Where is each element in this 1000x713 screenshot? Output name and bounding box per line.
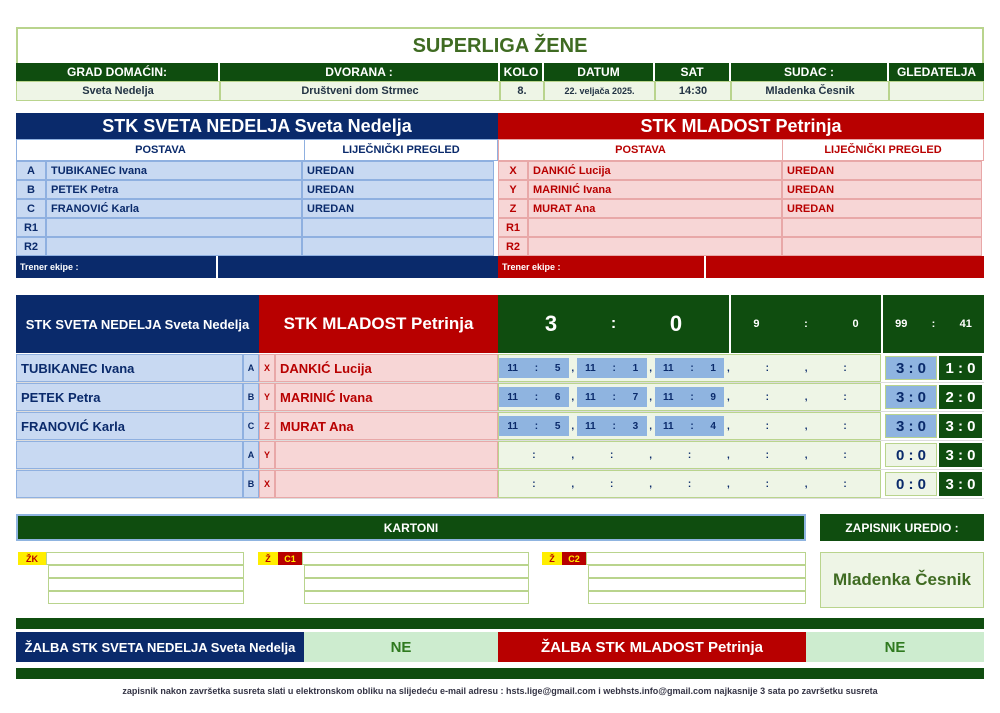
set-sep: : — [690, 362, 694, 374]
set-comma: , — [571, 449, 575, 461]
set-score[interactable] — [499, 474, 569, 494]
away-player-code: Y — [498, 180, 528, 199]
zalba-home-label: ŽALBA STK SVETA NEDELJA Sveta Nedelja — [16, 632, 304, 662]
set-score[interactable] — [732, 416, 802, 436]
set-score[interactable] — [732, 387, 802, 407]
set-score[interactable] — [655, 358, 725, 378]
away-pregled-label: LIJEČNIČKI PREGLED — [783, 140, 983, 160]
set-comma: , — [571, 420, 575, 432]
set-sep: : — [843, 362, 847, 374]
card-line[interactable] — [46, 552, 244, 565]
card-block-zk — [18, 552, 244, 604]
tag-z1: Ž — [258, 552, 278, 565]
away-player-row — [498, 237, 984, 256]
set-comma: , — [649, 420, 652, 432]
value-grad[interactable]: Sveta Nedelja — [16, 81, 220, 101]
set-away-points: 9 — [710, 391, 716, 403]
match-result: 3 : 0 — [885, 414, 937, 438]
set-sep: : — [534, 391, 539, 403]
home-player-pregled[interactable]: UREDAN — [302, 161, 494, 180]
away-team-table — [498, 113, 984, 278]
set-sep: : — [690, 420, 694, 432]
set-comma: , — [804, 391, 808, 403]
set-sep: : — [687, 449, 692, 461]
set-sep: : — [687, 478, 692, 490]
set-scores — [498, 383, 881, 411]
match-running-total: 2 : 0 — [939, 385, 982, 409]
set-sep: : — [532, 478, 536, 490]
label-gledatelja: GLEDATELJA — [889, 63, 984, 81]
home-player-code: A — [16, 161, 46, 180]
zalba-home-value[interactable]: NE — [304, 632, 498, 662]
home-pregled-label: LIJEČNIČKI PREGLED — [305, 140, 497, 160]
set-sep: : — [532, 449, 536, 461]
set-comma: , — [804, 449, 808, 461]
set-sep: : — [765, 478, 769, 490]
away-player-name[interactable]: DANKIĆ Lucija — [528, 161, 782, 180]
match-away-player: MURAT Ana — [275, 412, 498, 440]
set-comma: , — [727, 449, 730, 461]
match-home-player: FRANOVIĆ Karla — [16, 412, 243, 440]
match-home-code: C — [243, 412, 259, 440]
set-score[interactable] — [732, 474, 802, 494]
card-line[interactable] — [302, 552, 529, 565]
tag-c1: C1 — [278, 552, 302, 565]
set-comma: , — [571, 391, 575, 403]
card-line[interactable] — [304, 591, 529, 604]
match-result: 0 : 0 — [885, 472, 937, 496]
home-player-pregled[interactable] — [302, 237, 494, 256]
away-player-row — [498, 180, 984, 199]
match-home-code: B — [243, 383, 259, 411]
away-player-name[interactable] — [528, 237, 782, 256]
match-home-code: A — [243, 441, 259, 469]
home-player-code: B — [16, 180, 46, 199]
away-team-name: STK MLADOST Petrinja — [498, 113, 984, 139]
home-player-row — [16, 237, 498, 256]
away-player-name[interactable]: MURAT Ana — [528, 199, 782, 218]
match-away-code: Y — [259, 383, 275, 411]
set-score[interactable] — [499, 445, 569, 465]
set-sep: : — [610, 478, 614, 490]
set-away-points: 1 — [632, 362, 639, 374]
sets-home: 9 — [753, 318, 760, 330]
value-sudac[interactable]: Mladenka Česnik — [731, 81, 889, 101]
match-result: 0 : 0 — [885, 443, 937, 467]
match-running-total: 3 : 0 — [939, 443, 982, 467]
set-away-points: 7 — [632, 391, 639, 403]
set-comma: , — [727, 420, 730, 432]
match-rows — [16, 354, 984, 499]
set-score[interactable] — [499, 416, 569, 436]
label-sudac: SUDAC : — [731, 63, 889, 81]
header-values — [16, 81, 984, 101]
home-team-name: STK SVETA NEDELJA Sveta Nedelja — [16, 113, 498, 139]
set-score[interactable] — [499, 358, 569, 378]
set-comma: , — [727, 478, 730, 490]
home-player-code: C — [16, 199, 46, 218]
set-sep: : — [843, 420, 847, 432]
set-score[interactable] — [810, 445, 880, 465]
match-row — [16, 412, 984, 441]
score-home: 3 — [544, 311, 558, 336]
set-sep: : — [612, 362, 616, 374]
set-sep: : — [765, 391, 769, 403]
set-sep: : — [690, 391, 694, 403]
away-player-code: Z — [498, 199, 528, 218]
away-player-pregled[interactable]: UREDAN — [782, 161, 982, 180]
set-sep: : — [765, 362, 769, 374]
home-player-name[interactable] — [46, 237, 302, 256]
set-home-points: 11 — [585, 391, 596, 403]
set-scores — [498, 470, 881, 498]
set-home-points: 11 — [662, 362, 674, 374]
points-away: 41 — [959, 318, 972, 330]
match-home-code: A — [243, 354, 259, 382]
home-player-row — [16, 218, 498, 237]
score-away: 0 — [669, 311, 683, 336]
set-sep: : — [612, 391, 616, 403]
home-player-row — [16, 161, 498, 180]
title-box — [16, 27, 984, 63]
set-score[interactable] — [577, 358, 647, 378]
sets-away: 0 — [852, 318, 859, 330]
match-home-player — [16, 441, 243, 469]
away-player-name[interactable] — [528, 218, 782, 237]
away-player-pregled[interactable]: UREDAN — [782, 180, 982, 199]
tag-zk: ŽK — [18, 552, 46, 565]
set-home-points: 11 — [585, 362, 596, 374]
home-player-row — [16, 180, 498, 199]
zapisnik-label: ZAPISNIK UREDIO : — [820, 514, 984, 541]
label-kolo: KOLO — [500, 63, 544, 81]
away-player-row — [498, 199, 984, 218]
home-player-name[interactable]: FRANOVIĆ Karla — [46, 199, 302, 218]
match-away-player: MARINIĆ Ivana — [275, 383, 498, 411]
match-away-player — [275, 441, 498, 469]
header-labels — [16, 63, 984, 81]
set-away-points: 4 — [710, 420, 716, 432]
set-comma: , — [649, 478, 652, 490]
set-score[interactable] — [732, 358, 802, 378]
set-comma: , — [571, 362, 575, 374]
away-player-row — [498, 161, 984, 180]
set-score[interactable] — [810, 416, 880, 436]
label-grad: GRAD DOMAĆIN: — [16, 63, 220, 81]
sets-sep: : — [804, 318, 808, 330]
set-score[interactable] — [655, 416, 725, 436]
away-player-pregled[interactable]: UREDAN — [782, 199, 982, 218]
set-comma: , — [804, 478, 808, 490]
set-scores — [498, 354, 881, 382]
away-player-name[interactable]: MARINIĆ Ivana — [528, 180, 782, 199]
set-comma: , — [649, 449, 652, 461]
match-running-total: 1 : 0 — [939, 356, 982, 380]
tag-z2: Ž — [542, 552, 562, 565]
card-block-c2 — [542, 552, 806, 604]
away-player-code: X — [498, 161, 528, 180]
set-comma: , — [649, 391, 652, 403]
match-sets — [731, 295, 881, 353]
tag-c2: C2 — [562, 552, 586, 565]
set-home-points: 11 — [507, 420, 518, 432]
set-home-points: 11 — [507, 391, 518, 403]
set-sep: : — [534, 362, 539, 374]
set-home-points: 11 — [662, 420, 674, 432]
set-comma: , — [804, 420, 808, 432]
set-score[interactable] — [810, 474, 880, 494]
match-away-name: STK MLADOST Petrinja — [259, 295, 498, 353]
set-score[interactable] — [499, 387, 569, 407]
away-player-code: R2 — [498, 237, 528, 256]
value-gledatelja[interactable] — [889, 81, 984, 101]
footer-note: zapisnik nakon završetka susreta slati u elektronskom obliku na slijedeću e-mail adresu : hsts.lige@gmail.com i webhsts.info@gmail.com najkasnije 3 sata po završetku susreta — [122, 686, 878, 696]
set-away-points: 5 — [554, 420, 561, 432]
home-postava-label: POSTAVA — [17, 140, 305, 160]
set-score[interactable] — [577, 387, 647, 407]
away-player-pregled[interactable] — [782, 237, 982, 256]
match-home-name: STK SVETA NEDELJA Sveta Nedelja — [16, 295, 259, 353]
card-line[interactable] — [588, 565, 806, 578]
set-away-points: 1 — [710, 362, 716, 374]
set-comma: , — [727, 362, 730, 374]
set-home-points: 11 — [585, 420, 596, 432]
match-score — [498, 295, 729, 353]
home-player-pregled[interactable] — [302, 218, 494, 237]
set-score[interactable] — [655, 474, 725, 494]
home-trener-label: Trener ekipe : — [16, 256, 218, 278]
card-line[interactable] — [586, 552, 806, 565]
home-player-name[interactable]: TUBIKANEC Ivana — [46, 161, 302, 180]
set-sep: : — [612, 420, 616, 432]
set-score[interactable] — [732, 445, 802, 465]
set-comma: , — [571, 478, 575, 490]
zalba-away-label: ŽALBA STK MLADOST Petrinja — [498, 632, 806, 662]
match-home-code: B — [243, 470, 259, 498]
match-home-player: TUBIKANEC Ivana — [16, 354, 243, 382]
set-score[interactable] — [577, 416, 647, 436]
card-line[interactable] — [48, 565, 244, 578]
away-player-code: R1 — [498, 218, 528, 237]
away-player-pregled[interactable] — [782, 218, 982, 237]
home-player-row — [16, 199, 498, 218]
card-line[interactable] — [588, 578, 806, 591]
match-row — [16, 470, 984, 499]
set-sep: : — [765, 449, 769, 461]
value-dvorana[interactable]: Društveni dom Strmec — [220, 81, 500, 101]
divider-bar — [16, 668, 984, 679]
set-comma: , — [649, 362, 652, 374]
set-comma: , — [727, 391, 730, 403]
home-player-pregled[interactable]: UREDAN — [302, 199, 494, 218]
match-row — [16, 354, 984, 383]
value-datum[interactable]: 22. veljača 2025. — [544, 81, 655, 101]
card-block-c1 — [258, 552, 529, 604]
set-sep: : — [843, 478, 847, 490]
match-away-player: DANKIĆ Lucija — [275, 354, 498, 382]
set-score[interactable] — [577, 445, 647, 465]
home-player-code: R1 — [16, 218, 46, 237]
label-sat: SAT — [655, 63, 731, 81]
points-sep: : — [931, 318, 936, 330]
label-datum: DATUM — [544, 63, 655, 81]
set-sep: : — [765, 420, 769, 432]
divider-bar — [16, 618, 984, 629]
match-away-code: Y — [259, 441, 275, 469]
kartoni-header: KARTONI — [16, 514, 806, 541]
points-home: 99 — [895, 318, 908, 330]
set-score[interactable] — [655, 445, 725, 465]
match-away-code: X — [259, 354, 275, 382]
label-dvorana: DVORANA : — [220, 63, 500, 81]
value-sat[interactable]: 14:30 — [655, 81, 731, 101]
home-team-table — [16, 113, 498, 278]
card-line[interactable] — [304, 578, 529, 591]
set-away-points: 6 — [554, 391, 561, 403]
set-sep: : — [534, 420, 539, 432]
home-player-code: R2 — [16, 237, 46, 256]
match-home-player: PETEK Petra — [16, 383, 243, 411]
set-away-points: 3 — [632, 420, 639, 432]
set-scores — [498, 412, 881, 440]
match-running-total: 3 : 0 — [939, 472, 982, 496]
home-player-name[interactable]: PETEK Petra — [46, 180, 302, 199]
set-away-points: 5 — [554, 362, 561, 374]
match-row — [16, 441, 984, 470]
home-player-name[interactable] — [46, 218, 302, 237]
set-scores — [498, 441, 881, 469]
card-line[interactable] — [588, 591, 806, 604]
home-player-pregled[interactable]: UREDAN — [302, 180, 494, 199]
away-trener-value[interactable] — [706, 256, 984, 278]
set-score[interactable] — [810, 358, 880, 378]
match-away-code: Z — [259, 412, 275, 440]
away-trener-label: Trener ekipe : — [498, 256, 706, 278]
set-comma: , — [804, 362, 808, 374]
zapisnik-name[interactable]: Mladenka Česnik — [820, 552, 984, 608]
page-title: SUPERLIGA ŽENE — [412, 34, 588, 57]
set-score[interactable] — [810, 387, 880, 407]
match-row — [16, 383, 984, 412]
card-line[interactable] — [48, 591, 244, 604]
set-home-points: 11 — [507, 362, 518, 374]
match-away-player — [275, 470, 498, 498]
set-score[interactable] — [655, 387, 725, 407]
card-line[interactable] — [48, 578, 244, 591]
set-score[interactable] — [577, 474, 647, 494]
set-sep: : — [843, 391, 847, 403]
match-result: 3 : 0 — [885, 356, 937, 380]
away-postava-label: POSTAVA — [499, 140, 783, 160]
card-line[interactable] — [304, 565, 529, 578]
set-sep: : — [610, 449, 614, 461]
match-result: 3 : 0 — [885, 385, 937, 409]
away-player-row — [498, 218, 984, 237]
match-running-total: 3 : 0 — [939, 414, 982, 438]
match-points — [883, 295, 984, 353]
zalba-away-value[interactable]: NE — [806, 632, 984, 662]
match-home-player — [16, 470, 243, 498]
set-home-points: 11 — [662, 391, 674, 403]
score-sep: : — [610, 315, 617, 332]
home-trener-value[interactable] — [218, 256, 498, 278]
set-sep: : — [843, 449, 847, 461]
match-away-code: X — [259, 470, 275, 498]
value-kolo[interactable]: 8. — [500, 81, 544, 101]
